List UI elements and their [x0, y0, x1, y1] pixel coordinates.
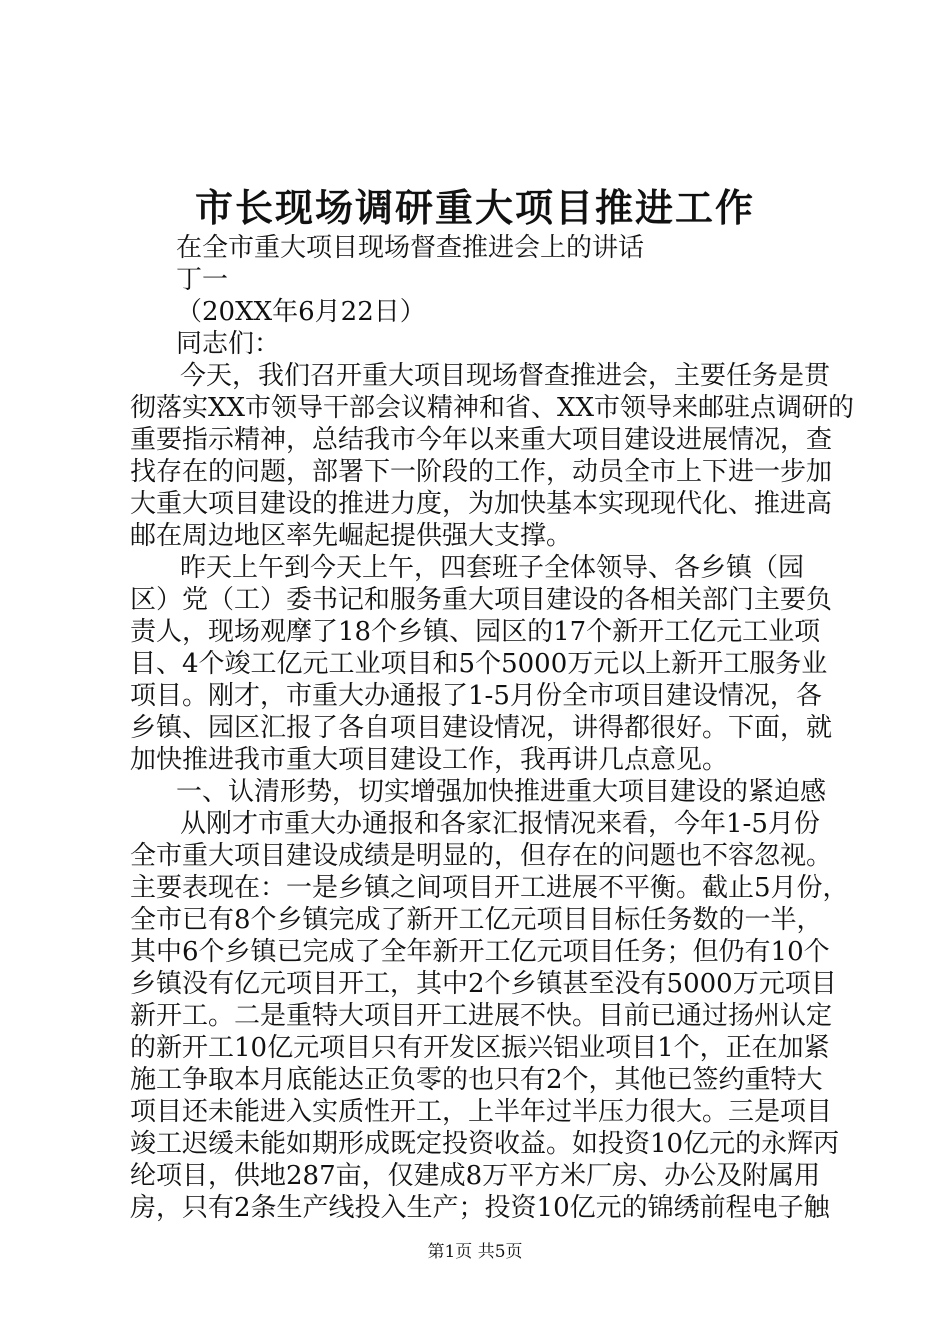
paragraph-line: 的新开工10亿元项目只有开发区振兴铝业项目1个，正在加紧: [130, 1033, 830, 1063]
paragraph-line: 昨天上午到今天上午，四套班子全体领导、各乡镇（园: [180, 553, 805, 583]
paragraph-line: 项目。刚才，市重大办通报了1-5月份全市项目建设情况，各: [130, 681, 822, 711]
paragraph-line: 今天，我们召开重大项目现场督查推进会，主要任务是贯: [180, 361, 831, 391]
document-title: 市长现场调研重大项目推进工作: [194, 185, 755, 230]
paragraph-line: 重要指示精神，总结我市今年以来重大项目建设进展情况，查: [130, 425, 833, 455]
section-heading: 一、认清形势，切实增强加快推进重大项目建设的紧迫感: [176, 777, 827, 807]
salutation-line: 同志们：: [176, 329, 281, 359]
paragraph-line: 其中6个乡镇已完成了全年新开工亿元项目任务；但仍有10个: [130, 937, 830, 967]
paragraph-line: 全市重大项目建设成绩是明显的，但存在的问题也不容忽视。: [130, 841, 833, 871]
page-footer: 第1页 共5页: [427, 1242, 523, 1262]
paragraph-line: 全市已有8个乡镇完成了新开工亿元项目目标任务数的一半，: [130, 905, 823, 935]
paragraph-line: 责人，现场观摩了18个乡镇、园区的17个新开工亿元工业项: [130, 617, 821, 647]
paragraph-line: 从刚才市重大办通报和各家汇报情况来看，今年1-5月份: [180, 809, 820, 839]
paragraph-line: 找存在的问题，部署下一阶段的工作，动员全市上下进一步加: [130, 457, 833, 487]
paragraph-line: 乡镇、园区汇报了各自项目建设情况，讲得都很好。下面，就: [130, 713, 833, 743]
paragraph-line: 竣工迟缓未能如期形成既定投资收益。如投资10亿元的永辉丙: [130, 1129, 840, 1159]
paragraph-line: 乡镇没有亿元项目开工，其中2个乡镇甚至没有5000万元项目: [130, 969, 837, 999]
document-body: [130, 232, 855, 1224]
paragraph-line: 彻落实XX市领导干部会议精神和省、XX市领导来邮驻点调研的: [130, 393, 855, 423]
subtitle-line: 在全市重大项目现场督查推进会上的讲话: [176, 233, 645, 263]
paragraph-line: 邮在周边地区率先崛起提供强大支撑。: [130, 521, 573, 551]
paragraph-line: 区）党（工）委书记和服务重大项目建设的各相关部门主要负: [130, 585, 833, 615]
paragraph-line: 房，只有2条生产线投入生产；投资10亿元的锦绣前程电子触: [130, 1193, 830, 1223]
date-line: （20XX年6月22日）: [176, 297, 426, 327]
paragraph-line: 施工争取本月底能达正负零的也只有2个，其他已签约重特大: [130, 1065, 823, 1095]
paragraph-line: 主要表现在：一是乡镇之间项目开工进展不平衡。截止5月份，: [130, 873, 849, 903]
paragraph-line: 项目还未能进入实质性开工，上半年过半压力很大。三是项目: [130, 1097, 833, 1127]
speaker-line: 丁一: [176, 265, 229, 295]
paragraph-line: 大重大项目建设的推进力度，为加快基本实现现代化、推进高: [130, 489, 833, 519]
paragraph-line: 纶项目，供地287亩，仅建成8万平方米厂房、办公及附属用: [130, 1161, 821, 1191]
paragraph-line: 加快推进我市重大项目建设工作，我再讲几点意见。: [130, 745, 729, 775]
paragraph-line: 新开工。二是重特大项目开工进展不快。目前已通过扬州认定: [130, 1001, 833, 1031]
paragraph-line: 目、4个竣工亿元工业项目和5个5000万元以上新开工服务业: [130, 649, 828, 679]
